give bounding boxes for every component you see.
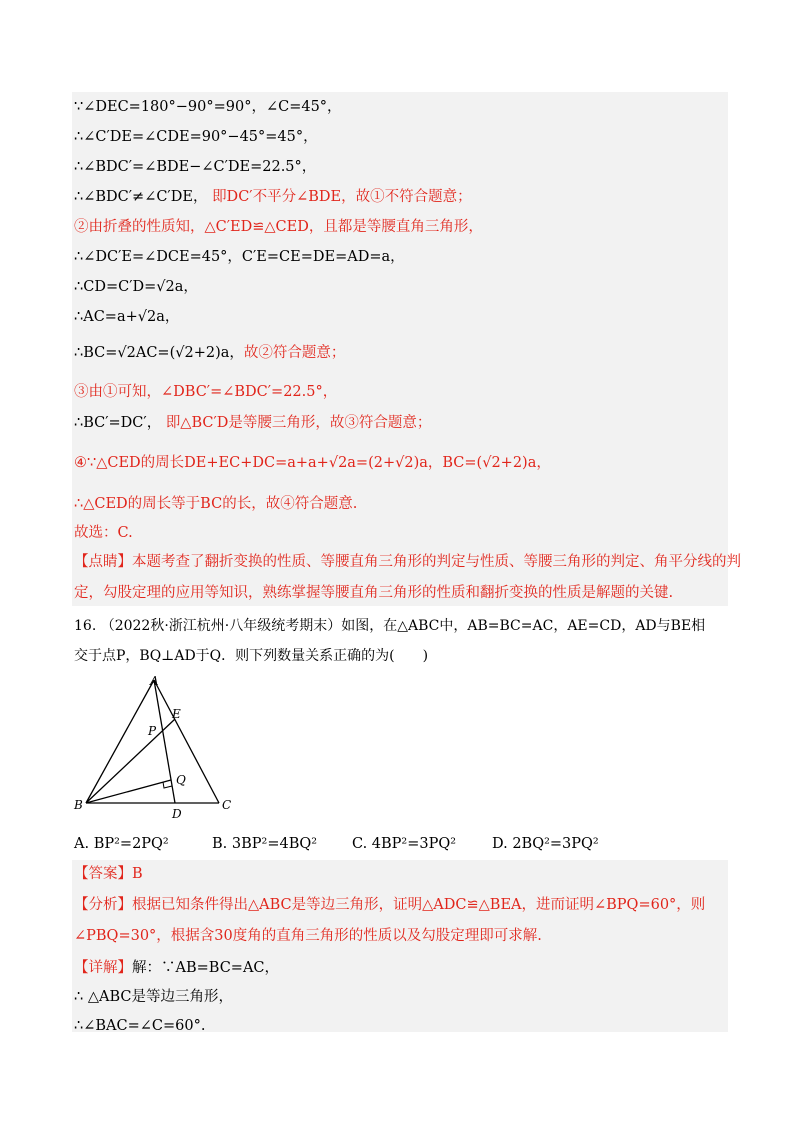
option-d[interactable]: D. 2BQ²=3PQ² [492, 836, 599, 852]
label-c: C [222, 798, 232, 812]
solution-line-6: ∴∠DC′E=∠DCE=45°，C′E=CE=DE=AD=a， [74, 249, 405, 265]
label-b: B [74, 798, 83, 812]
question-line-1: 16. （2022秋·浙江杭州·八年级统考期末）如图，在△ABC中，AB=BC=AC，AE=CD，AD与BE相 [74, 618, 706, 634]
dianjing-text-1: 本题考查了翻折变换的性质、等腰直角三角形的判定与性质、等腰三角形的判定、角平分线的判 [132, 554, 741, 570]
solution-line-11-text: ∴BC′=DC′， [74, 415, 166, 431]
solution-line-9-text: ∴BC=√2AC=(√2+2)a， [74, 345, 244, 361]
detail-label: 【详解】 [74, 960, 132, 976]
solution-line-14: 故选：C. [74, 525, 133, 541]
solution-line-13: ∴△CED的周长等于BC的长，故④符合题意. [74, 496, 358, 512]
analysis-line-1 [74, 895, 726, 915]
answer-label: 【答案】 [74, 866, 132, 882]
side-ab [86, 680, 154, 803]
detail-line-1 [74, 958, 726, 978]
solution-line-7: ∴CD=C′D=√2a， [74, 279, 198, 295]
label-e: E [172, 707, 181, 721]
analysis-line-2: ∠PBQ=30°，根据含30度角的直角三角形的性质以及勾股定理即可求解. [74, 928, 542, 944]
right-angle-mark [163, 782, 172, 788]
solution-line-4-text: ∴∠BDC′≠∠C′DE， [74, 189, 213, 205]
solution-line-3: ∴∠BDC′=∠BDE−∠C′DE=22.5°， [74, 159, 317, 175]
option-b[interactable]: B. 3BP²=4BQ² [212, 836, 318, 852]
dianjing-line-2: 定，勾股定理的应用等知识，熟练掌握等腰直角三角形的性质和翻折变换的性质是解题的关键. [74, 585, 674, 601]
dianjing-label: 【点睛】 [74, 554, 132, 570]
label-q: Q [176, 773, 186, 787]
solution-line-11-red: 即△BC′D是等腰三角形，故③符合题意； [165, 415, 432, 431]
solution-line-4-red: 即DC′不平分∠BDE，故①不符合题意； [212, 189, 472, 205]
label-p: P [148, 724, 157, 738]
segment-ad [154, 680, 175, 803]
solution-line-8: ∴AC=a+√2a， [74, 309, 180, 325]
options-row [74, 834, 726, 854]
solution-line-9 [74, 343, 726, 363]
label-d: D [172, 807, 182, 821]
option-a[interactable]: A. BP²=2PQ² [74, 836, 169, 852]
triangle-figure [72, 672, 242, 822]
solution-line-4 [74, 187, 726, 207]
answer-line [74, 864, 726, 884]
label-a: A [150, 674, 159, 688]
answer-value: B [132, 866, 143, 882]
analysis-label: 【分析】 [74, 897, 132, 913]
question-line-2: 交于点P，BQ⊥AD于Q．则下列数量关系正确的为( ) [74, 648, 429, 664]
solution-line-10: ③由①可知，∠DBC′=∠BDC′=22.5°， [74, 384, 338, 400]
solution-line-2: ∴∠C′DE=∠CDE=90°−45°=45°， [74, 129, 318, 145]
dianjing-line-1 [74, 552, 741, 572]
solution-line-9-red: 故②符合题意； [243, 345, 346, 361]
detail-line-3: ∴∠BAC=∠C=60°. [74, 1018, 206, 1034]
detail-text-1: 解：∵AB=BC=AC， [132, 960, 280, 976]
solution-line-11 [74, 413, 726, 433]
analysis-text-1: 根据已知条件得出△ABC是等边三角形，证明△ADC≌△BEA，进而证明∠BPQ=60°，则 [132, 897, 706, 913]
detail-line-2: ∴ △ABC是等边三角形， [74, 989, 233, 1005]
solution-line-12: ④∵△CED的周长DE+EC+DC=a+a+√2a=(2+√2)a，BC=(√2+2)a， [74, 455, 551, 471]
option-c[interactable]: C. 4BP²=3PQ² [352, 836, 457, 852]
solution-line-1: ∵∠DEC=180°−90°=90°，∠C=45°， [74, 99, 342, 115]
solution-line-5: ②由折叠的性质知，△C′ED≌△CED，且都是等腰直角三角形， [74, 219, 483, 235]
